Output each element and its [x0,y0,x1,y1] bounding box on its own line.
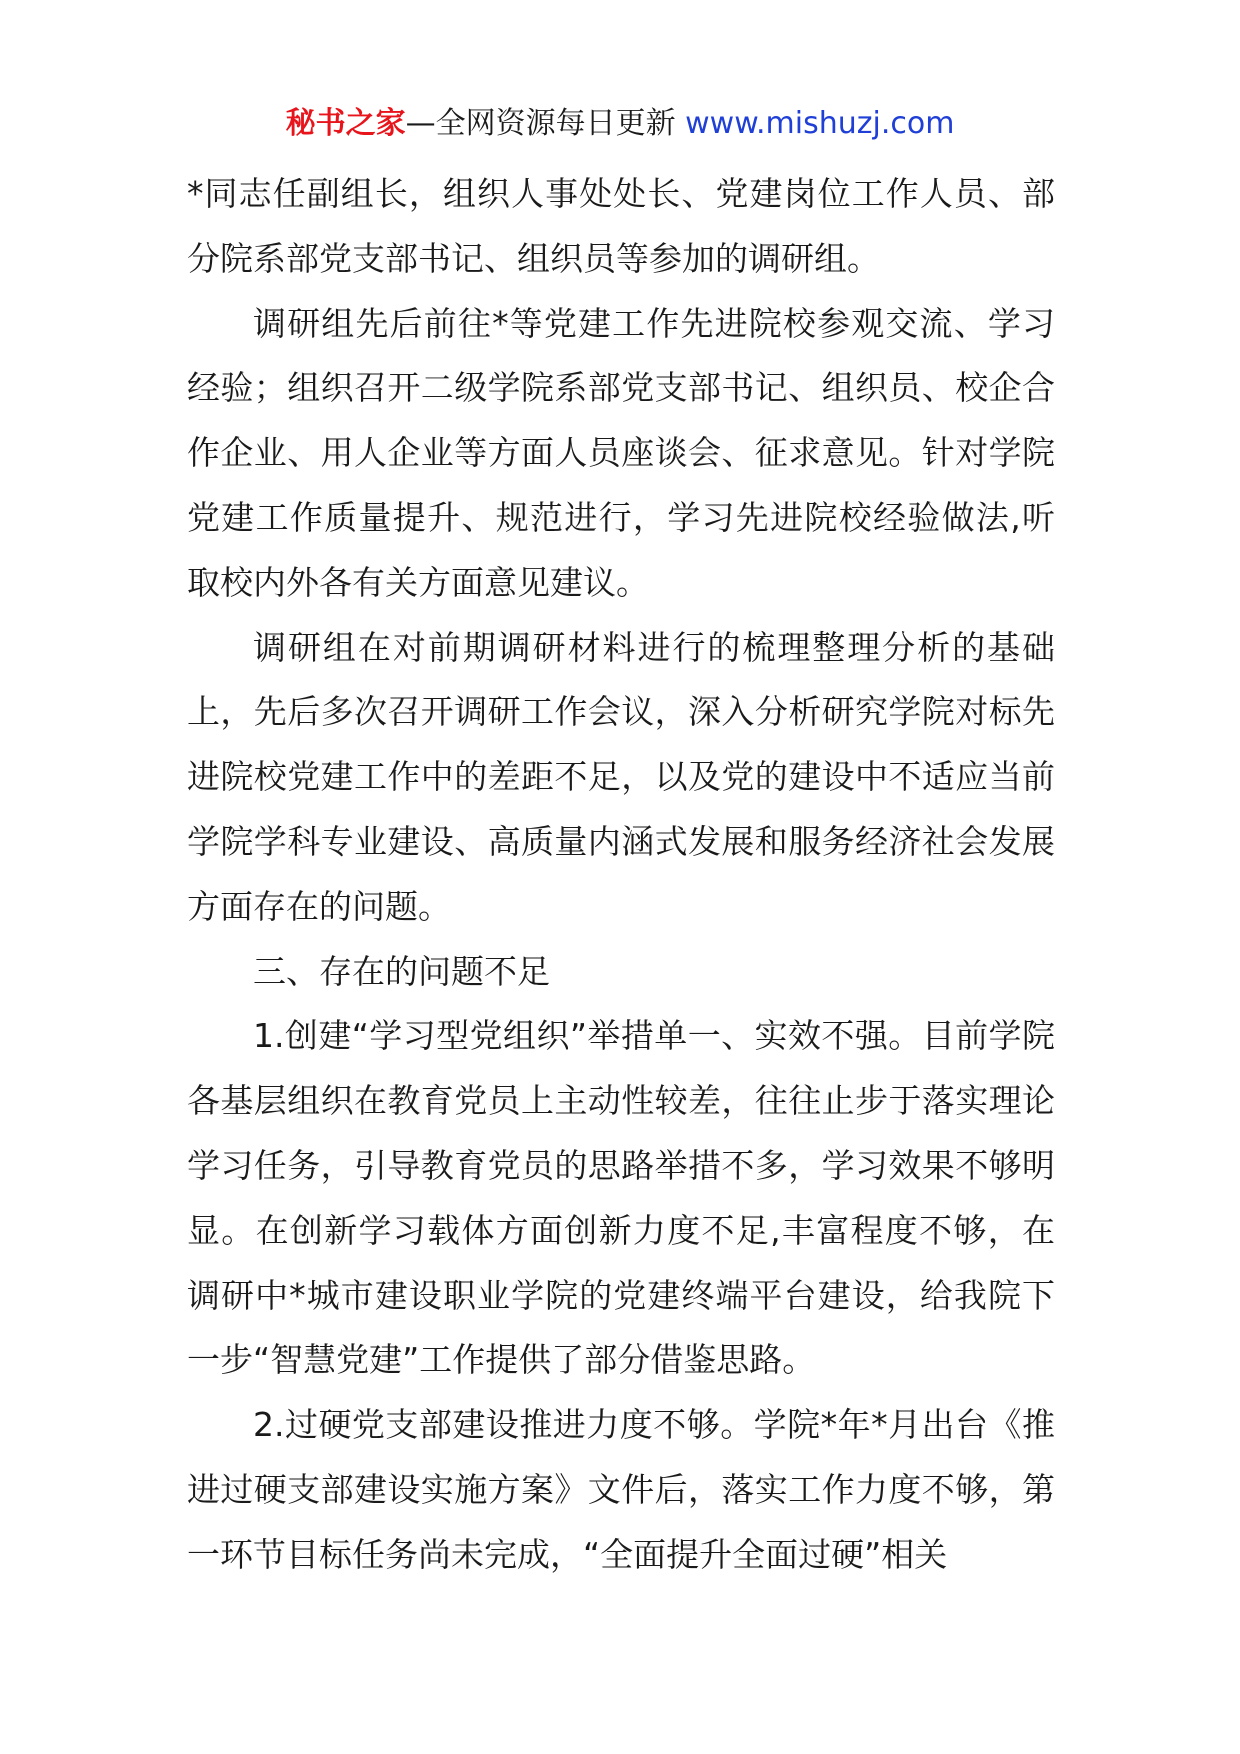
header-tagline: —全网资源每日更新 [405,106,676,141]
paragraph: 2.过硬党支部建设推进力度不够。学院*年*月出台《推进过硬支部建设实施方案》文件后，落实工作力度不够，第一环节目标任务尚未完成，“全面提升全面过硬”相关 [187,1405,1055,1574]
paragraph: 调研组先后前往*等党建工作先进院校参观交流、学习经验；组织召开二级学院系部党支部书记、组织员、校企合作企业、用人企业等方面人员座谈会、征求意见。针对学院党建工作质量提升、规范进行，学习先进院校经验做法,听取校内外各有关方面意见建议。 [187,303,1055,602]
document-body [187,162,1055,1588]
section-heading: 三、存在的问题不足 [253,951,550,991]
site-header [0,104,1240,144]
paragraph: 1.创建“学习型党组织”举措单一、实效不强。目前学院各基层组织在教育党员上主动性较差，往往止步于落实理论学习任务，引导教育党员的思路举措不多，学习效果不够明显。在创新学习载体方面创新力度不足,丰富程度不够，在调研中*城市建设职业学院的党建终端平台建设，给我院下一步“智慧党建”工作提供了部分借鉴思路。 [187,1016,1055,1380]
paragraph-continuation: *同志任副组长，组织人事处处长、党建岗位工作人员、部分院系部党支部书记、组织员等参加的调研组。 [187,174,1055,278]
site-url-link[interactable]: www.mishuzj.com [685,106,955,141]
brand-name: 秘书之家 [285,106,406,141]
paragraph: 调研组在对前期调研材料进行的梳理整理分析的基础上，先后多次召开调研工作会议，深入分析研究学院对标先进院校党建工作中的差距不足，以及党的建设中不适应当前学院学科专业建设、高质量内涵式发展和服务经济社会发展方面存在的问题。 [187,627,1055,926]
